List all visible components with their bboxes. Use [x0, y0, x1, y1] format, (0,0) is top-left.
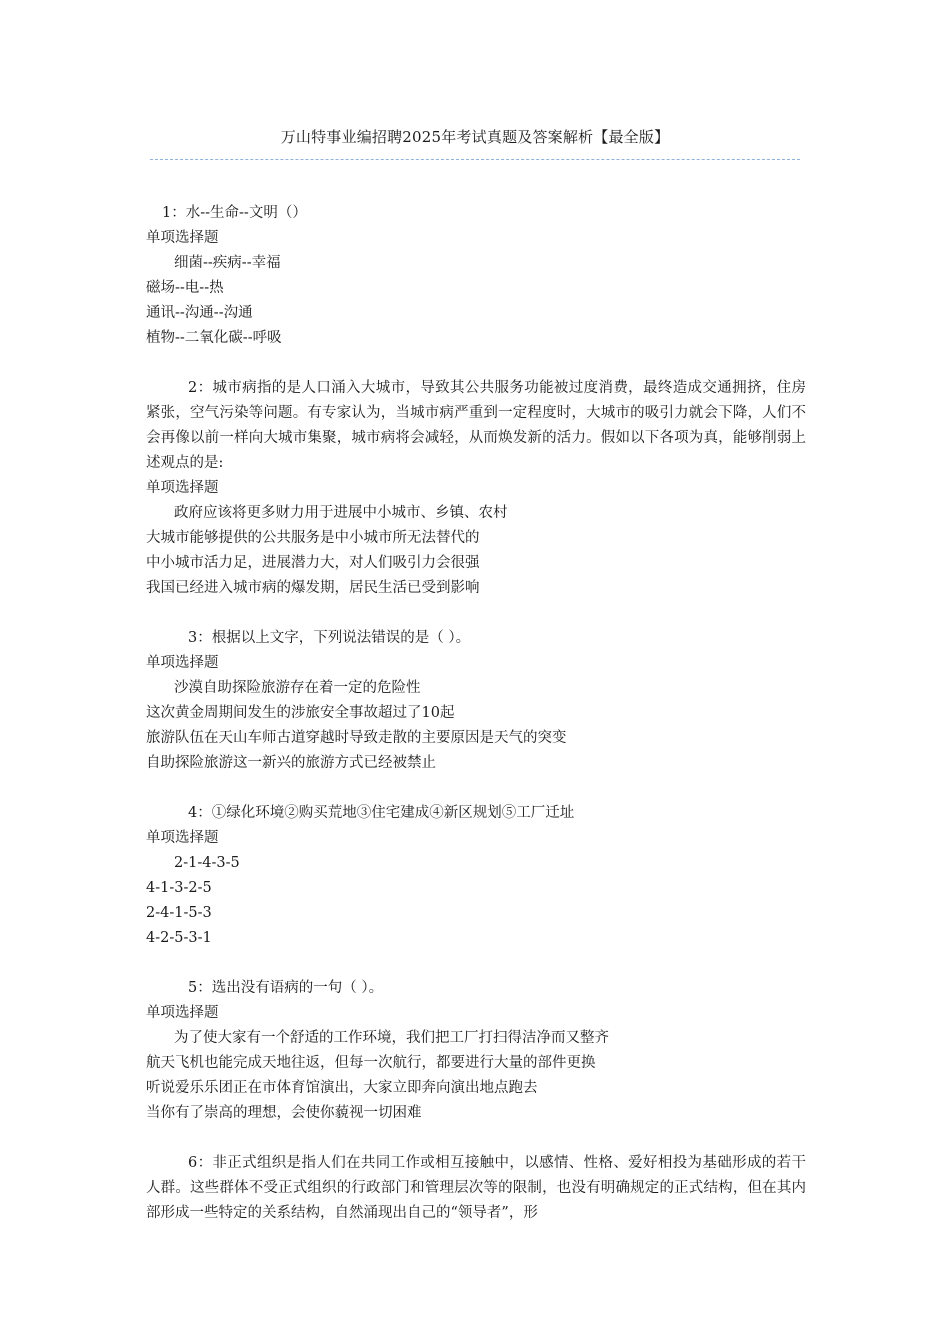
question-type: 单项选择题 — [146, 655, 219, 671]
question-stem: 4：①绿化环境②购买荒地③住宅建成④新区规划⑤工厂迁址 — [188, 805, 575, 821]
answer-option-c: 中小城市活力足，进展潜力大，对人们吸引力会很强 — [146, 555, 480, 571]
question-1 — [146, 201, 806, 351]
question-stem: 5：选出没有语病的一句（ ）。 — [188, 980, 384, 996]
question-type: 单项选择题 — [146, 480, 219, 496]
answer-option-a: 为了使大家有一个舒适的工作环境，我们把工厂打扫得洁净而又整齐 — [174, 1030, 609, 1046]
answer-option-c: 听说爱乐乐团正在市体育馆演出，大家立即奔向演出地点跑去 — [146, 1080, 538, 1096]
answer-option-b: 4-1-3-2-5 — [146, 880, 212, 896]
answer-option-b: 这次黄金周期间发生的涉旅安全事故超过了10起 — [146, 705, 455, 721]
question-type: 单项选择题 — [146, 1005, 219, 1021]
answer-option-b: 航天飞机也能完成天地往返，但每一次航行，都要进行大量的部件更换 — [146, 1055, 596, 1071]
question-5 — [146, 976, 806, 1126]
question-stem: 1：水--生命--文明（） — [162, 205, 307, 221]
question-stem: 3：根据以上文字，下列说法错误的是（ ）。 — [188, 630, 471, 646]
answer-option-a: 政府应该将更多财力用于进展中小城市、乡镇、农村 — [174, 505, 508, 521]
answer-option-d: 当你有了崇高的理想，会使你藐视一切困难 — [146, 1105, 422, 1121]
question-type: 单项选择题 — [146, 230, 219, 246]
answer-option-a: 2-1-4-3-5 — [174, 855, 240, 871]
document-title: 万山特事业编招聘2025年考试真题及答案解析【最全版】 — [280, 128, 670, 146]
question-2 — [146, 376, 806, 601]
question-3 — [146, 626, 806, 776]
answer-option-d: 自助探险旅游这一新兴的旅游方式已经被禁止 — [146, 755, 436, 771]
answer-option-d: 我国已经进入城市病的爆发期，居民生活已受到影响 — [146, 580, 480, 596]
question-6 — [146, 1151, 806, 1226]
question-stem: 6：非正式组织是指人们在共同工作或相互接触中，以感情、性格、爱好相投为基础形成的若干人群。这些群体不受正式组织的行政部门和管理层次等的限制，也没有明确规定的正式结构，但在其内部形成一些特定的关系结构，自然涌现出自己的“领导者”，形 — [146, 1155, 806, 1221]
document-body — [146, 201, 806, 1251]
answer-option-a: 沙漠自助探险旅游存在着一定的危险性 — [174, 680, 421, 696]
question-4 — [146, 801, 806, 951]
answer-option-a: 细菌--疾病--幸福 — [174, 255, 281, 271]
answer-option-c: 旅游队伍在天山车师古道穿越时导致走散的主要原因是天气的突变 — [146, 730, 567, 746]
question-type: 单项选择题 — [146, 830, 219, 846]
answer-option-d: 4-2-5-3-1 — [146, 930, 212, 946]
answer-option-c: 通讯--沟通--沟通 — [146, 305, 253, 321]
answer-option-b: 大城市能够提供的公共服务是中小城市所无法替代的 — [146, 530, 480, 546]
answer-option-d: 植物--二氧化碳--呼吸 — [146, 330, 282, 346]
title-divider — [150, 159, 800, 160]
answer-option-b: 磁场--电--热 — [146, 280, 224, 296]
answer-option-c: 2-4-1-5-3 — [146, 905, 212, 921]
question-stem: 2：城市病指的是人口涌入大城市，导致其公共服务功能被过度消费，最终造成交通拥挤，住房紧张，空气污染等问题。有专家认为，当城市病严重到一定程度时，大城市的吸引力就会下降，人们不会再像以前一样向大城市集聚，城市病将会减轻，从而焕发新的活力。假如以下各项为真，能够削弱上述观点的是: — [146, 380, 806, 471]
